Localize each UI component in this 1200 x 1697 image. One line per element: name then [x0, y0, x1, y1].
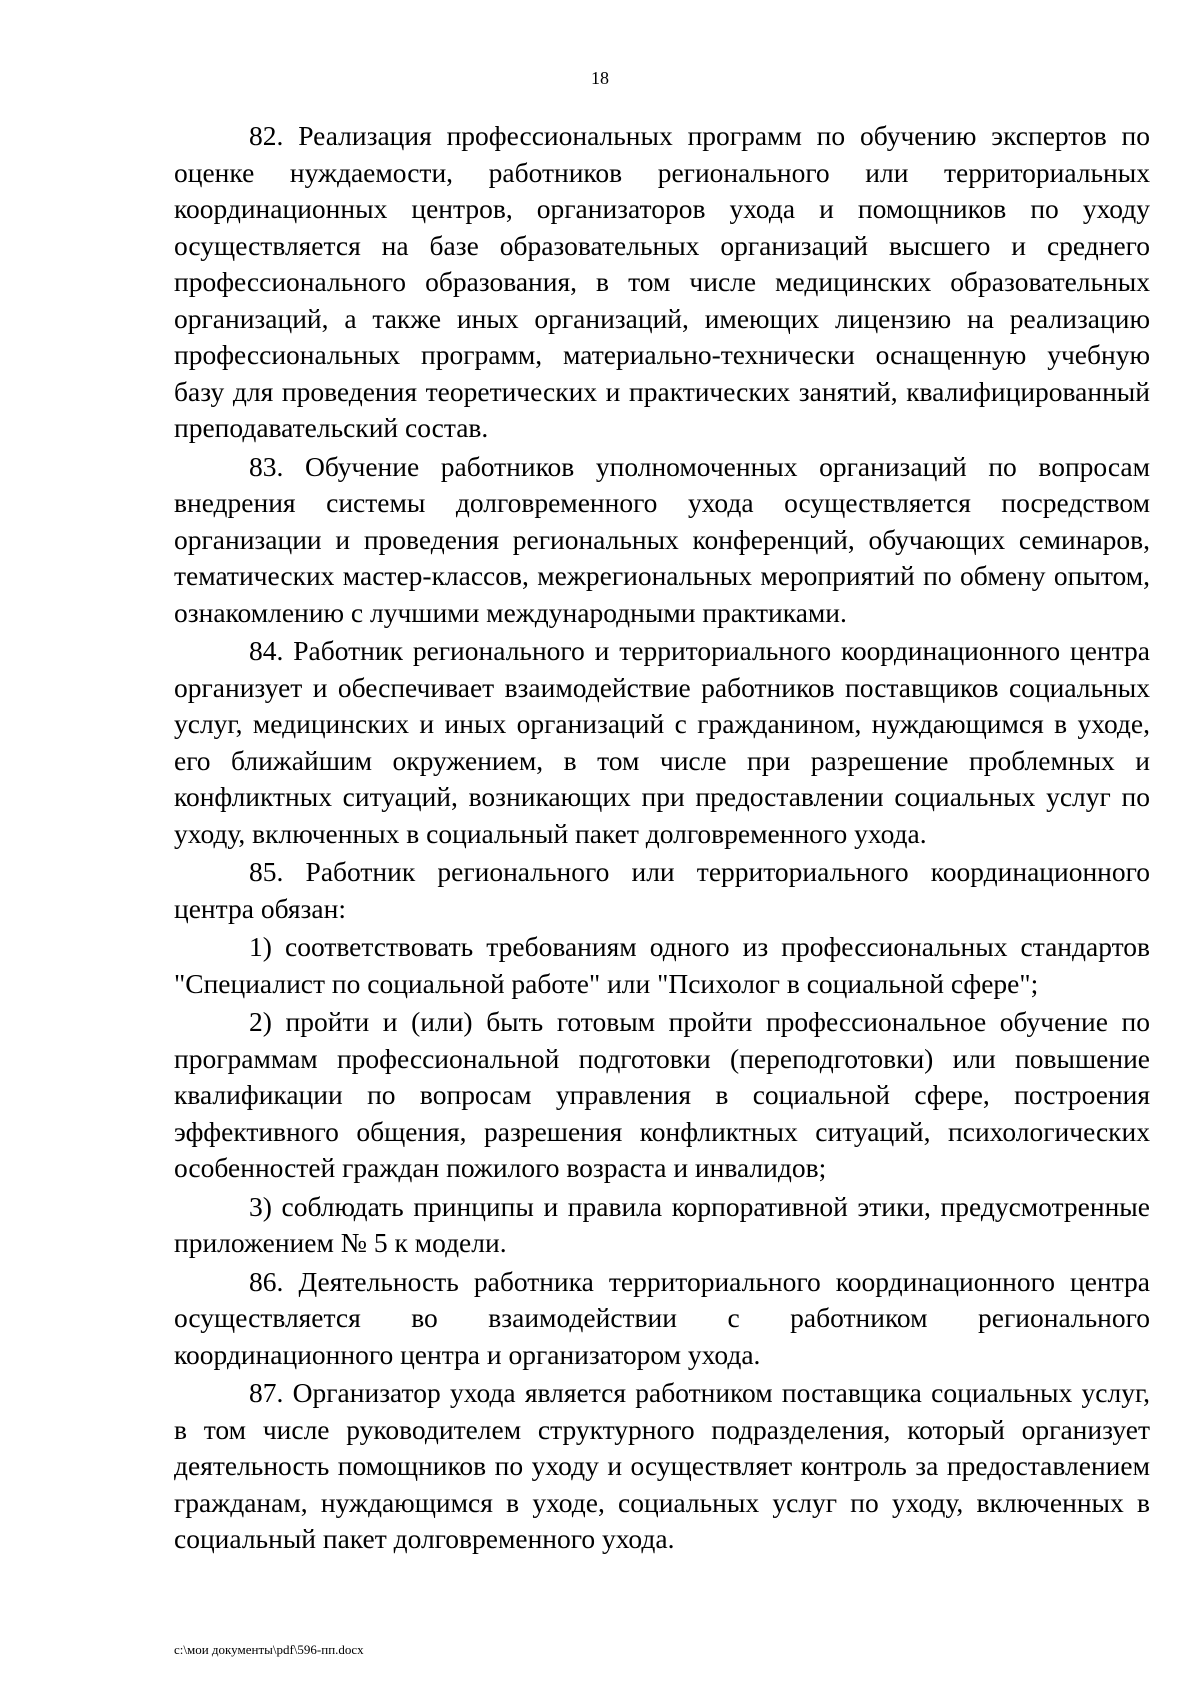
list-item-2: 2) пройти и (или) быть готовым пройти профессиональное обучение по программам профессиональной подготовки (переподготовки) или повышение квалификации по вопросам управления в социальной сфере, построения эффективного общения, разрешения конфликтных ситуаций, психологических особенностей граждан пожилого возраста и инвалидов;	[174, 1006, 1150, 1183]
list-item-3: 3) соблюдать принципы и правила корпоративной этики, предусмотренные приложением № 5 к модели.	[174, 1190, 1150, 1258]
paragraph-85: 85. Работник регионального или территориального координационного центра обязан:	[174, 856, 1150, 924]
paragraph-86: 86. Деятельность работника территориального координационного центра осуществляется во взаимодействии с работником регионального координационного центра и организатором ухода.	[174, 1265, 1150, 1370]
paragraph-83: 83. Обучение работников уполномоченных организаций по вопросам внедрения системы долговременного ухода осуществляется посредством организации и проведения региональных конференций, обучающих семинаров, тематических мастер-классов, межрегиональных мероприятий по обмену опытом, ознакомлению с лучшими международными практиками.	[174, 450, 1150, 628]
document-body	[174, 118, 1150, 1558]
footer-file-path: c:\мои документы\pdf\596-пп.docx	[174, 1642, 364, 1657]
paragraph-84: 84. Работник регионального и территориального координационного центра организует и обеспечивает взаимодействие работников поставщиков социальных услуг, медицинских и иных организаций с гражданином, нуждающимся в уходе, его ближайшим окружением, в том числе при разрешение проблемных и конфликтных ситуаций, возникающих при предоставлении социальных услуг по уходу, включенных в социальный пакет долговременного ухода.	[174, 635, 1150, 849]
list-item-1: 1) соответствовать требованиям одного из профессиональных стандартов "Специалист по социальной работе" или "Психолог в социальной сфере";	[174, 931, 1150, 999]
paragraph-82: 82. Реализация профессиональных программ по обучению экспертов по оценке нуждаемости, работников регионального или территориальных координационных центров, организаторов ухода и помощников по уходу осуществляется на базе образовательных организаций высшего и среднего профессионального образования, в том числе медицинских образовательных организаций, а также иных организаций, имеющих лицензию на реализацию профессиональных программ, материально-технически оснащенную учебную базу для проведения теоретических и практических занятий, квалифицированный преподавательский состав.	[174, 120, 1150, 443]
page-number: 18	[591, 68, 609, 88]
paragraph-87: 87. Организатор ухода является работником поставщика социальных услуг, в том числе руководителем структурного подразделения, который организует деятельность помощников по уходу и осуществляет контроль за предоставлением гражданам, нуждающимся в уходе, социальных услуг по уходу, включенных в социальный пакет долговременного ухода.	[174, 1377, 1150, 1554]
